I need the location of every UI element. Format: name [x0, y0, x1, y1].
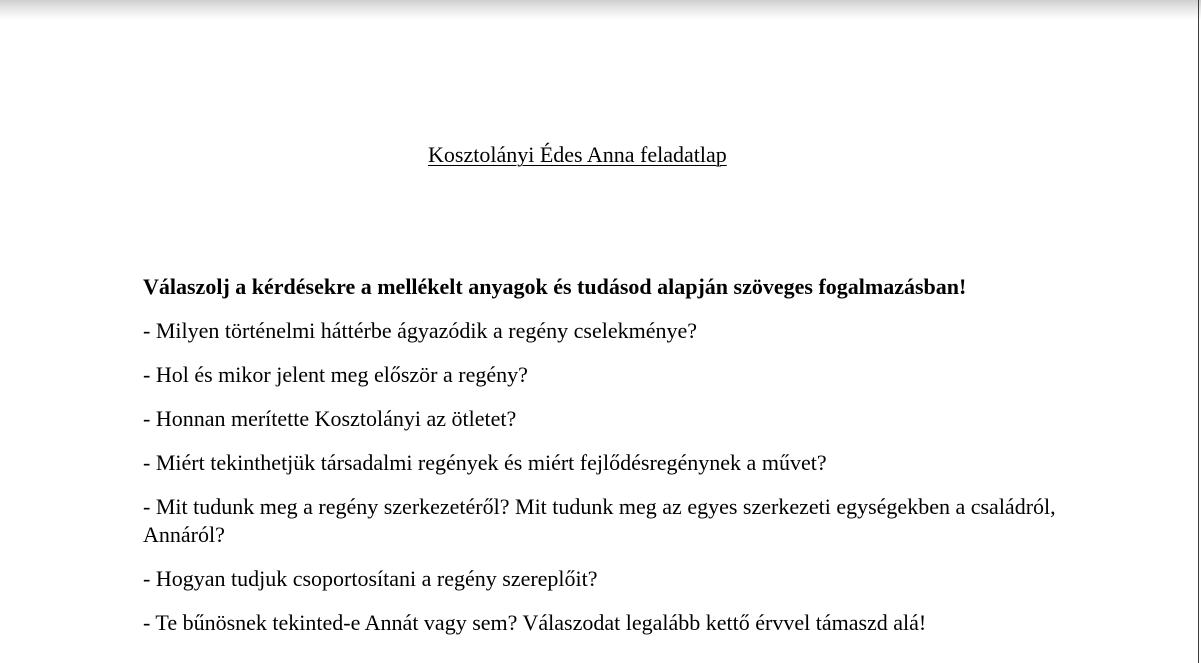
document-title: Kosztolányi Édes Anna feladatlap [428, 142, 727, 167]
question-item: - Milyen történelmi háttérbe ágyazódik a regény cselekménye? [143, 318, 698, 343]
question-item: - Miért tekinthetjük társadalmi regények és miért fejlődésregénynek a művet? [143, 450, 827, 475]
question-item: - Hogyan tudjuk csoportosítani a regény szereplőit? [143, 566, 598, 591]
question-list [143, 317, 1073, 653]
question-item: - Te bűnösnek tekinted-e Annát vagy sem? Válaszodat legalább kettő érvvel támaszd alá! [143, 610, 927, 635]
question-item: - Hol és mikor jelent meg először a regény? [143, 362, 528, 387]
instructions-heading: Válaszolj a kérdésekre a mellékelt anyagok és tudásod alapján szöveges fogalmazásban! [143, 274, 967, 299]
question-item: - Mit tudunk meg a regény szerkezetéről? Mit tudunk meg az egyes szerkezeti egységekben a családról, Annáról? [143, 494, 1056, 547]
question-item: - Honnan merítette Kosztolányi az ötletet? [143, 406, 517, 431]
page-right-edge [1198, 0, 1199, 663]
